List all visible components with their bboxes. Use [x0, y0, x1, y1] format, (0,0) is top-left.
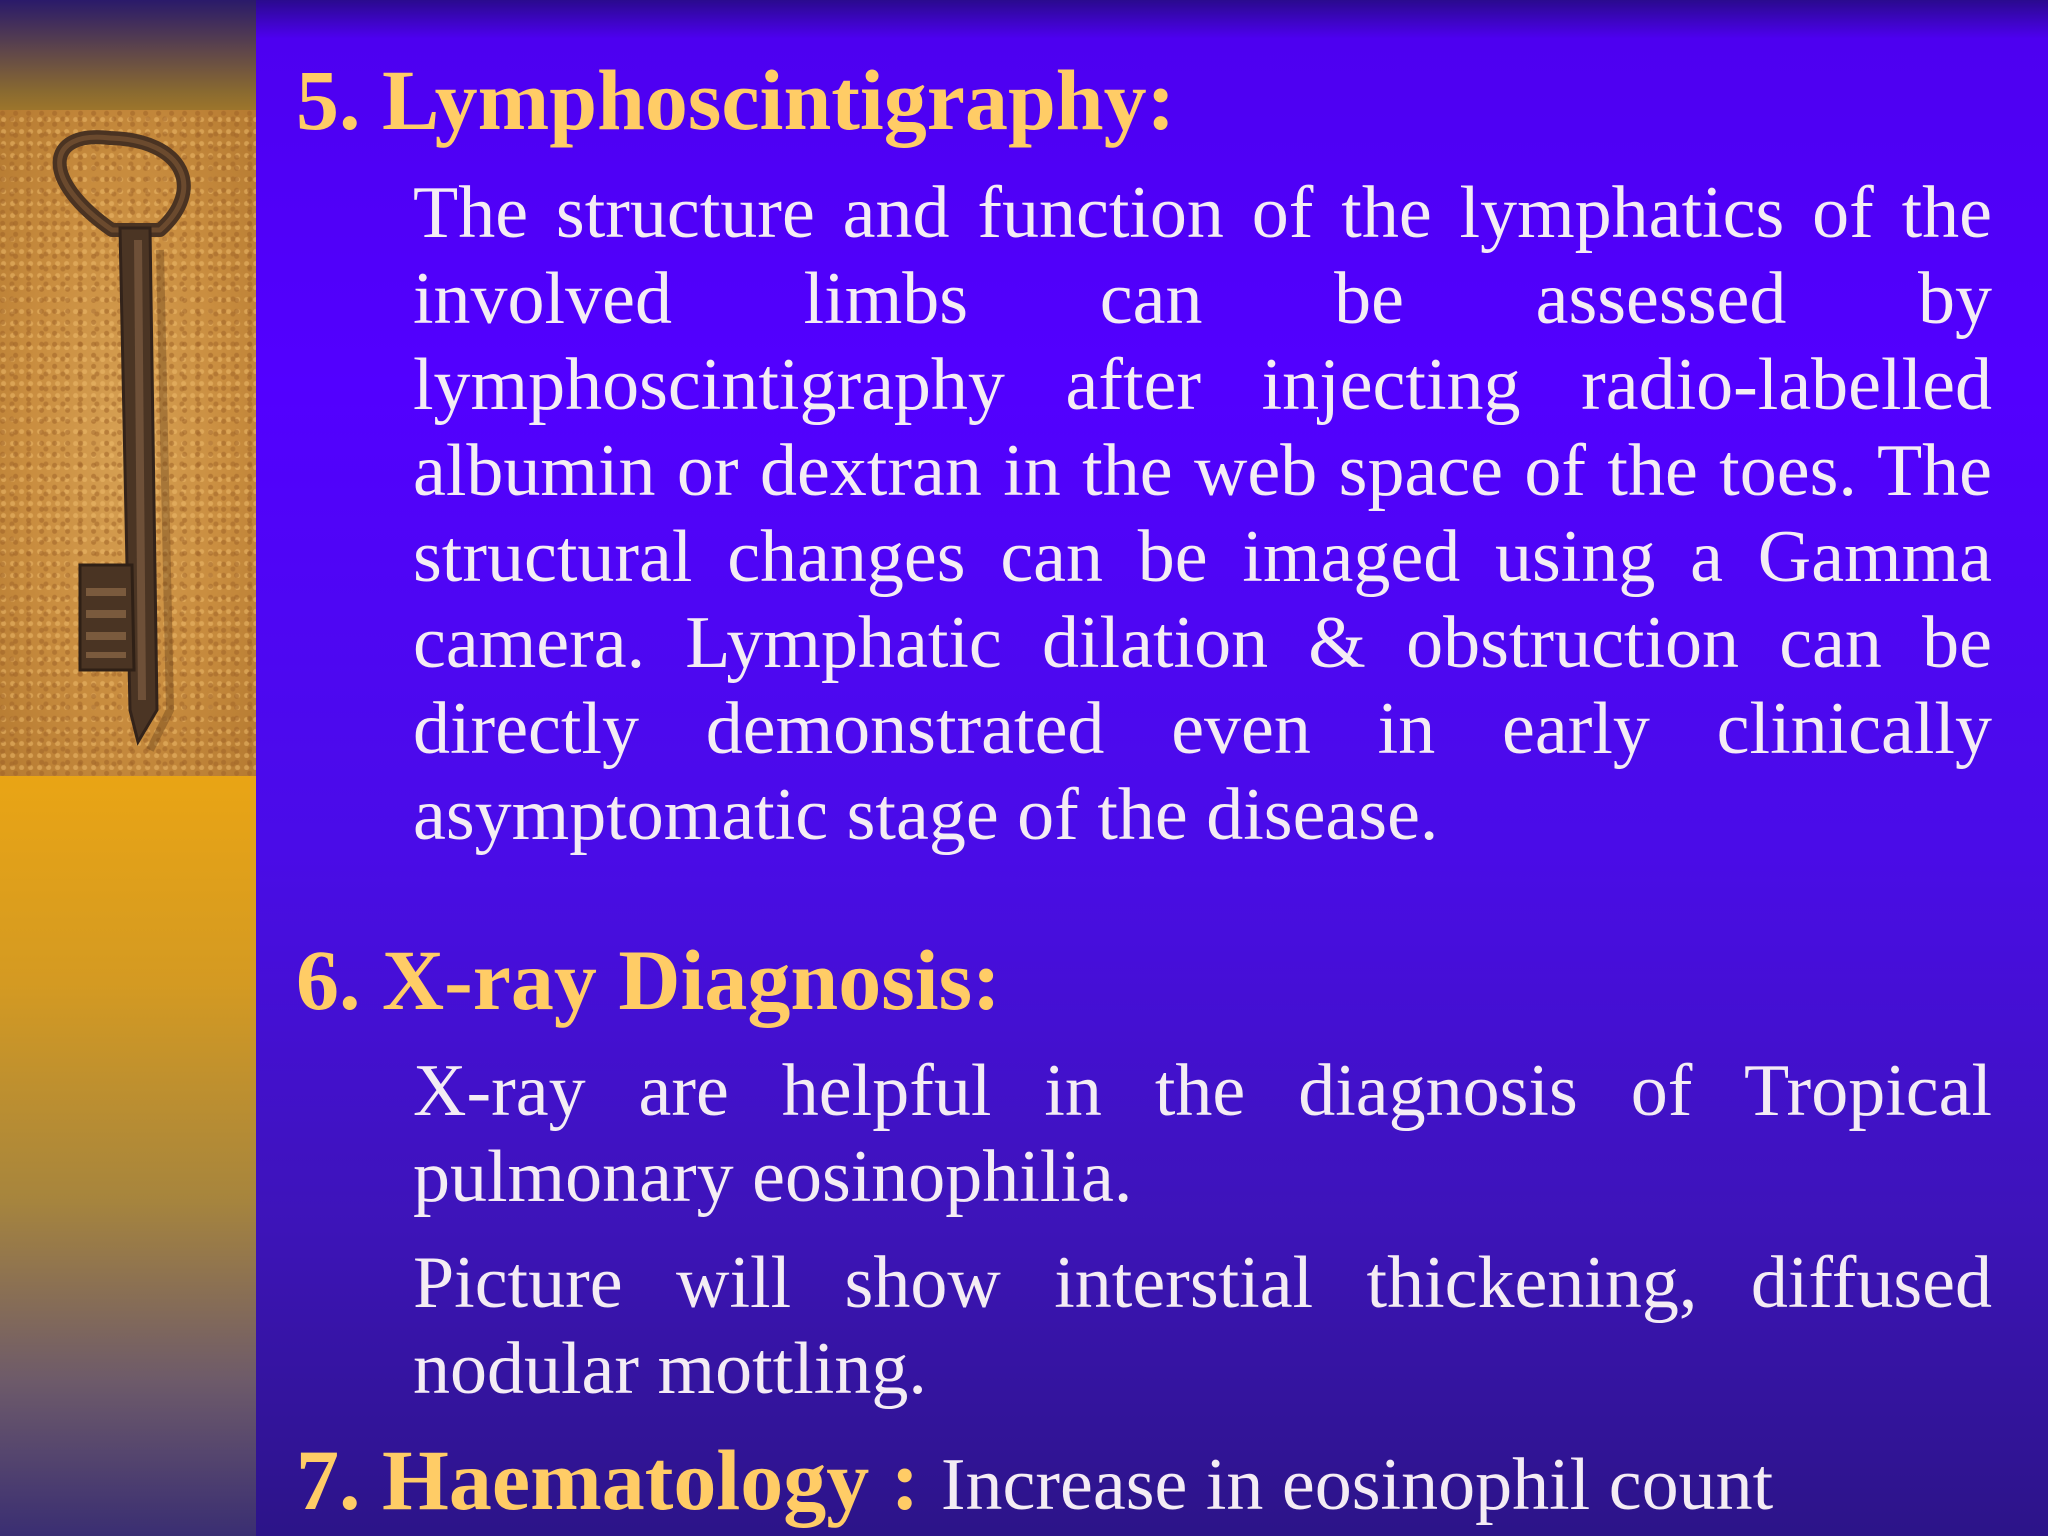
section-6-heading: 6. X-ray Diagnosis: — [296, 932, 1001, 1028]
section-7 — [296, 1430, 1773, 1530]
key-icon — [0, 110, 256, 776]
section-7-heading: 7. Haematology : — [296, 1432, 941, 1528]
content-panel — [256, 0, 2048, 1536]
section-6-body-1: X-ray are helpful in the diagnosis of Tropical pulmonary eosinophilia. — [413, 1050, 1992, 1218]
key-photo — [0, 110, 256, 776]
section-7-text: Increase in eosinophil count — [940, 1444, 1774, 1526]
section-6-body-2: Picture will show interstial thickening, diffused nodular mottling. — [413, 1242, 1992, 1410]
section-5-body: The structure and function of the lymphatics of the involved limbs can be assessed by lymphoscintigraphy after injecting radio-labelled albumin or dextran in the web space of the toes. The structural changes can be imaged using a Gamma camera. Lymphatic dilation & obstruction can be directly demonstrated even in early clinically asymptomatic stage of the disease. — [413, 172, 1992, 856]
section-5-heading: 5. Lymphoscintigraphy: — [296, 52, 1176, 148]
